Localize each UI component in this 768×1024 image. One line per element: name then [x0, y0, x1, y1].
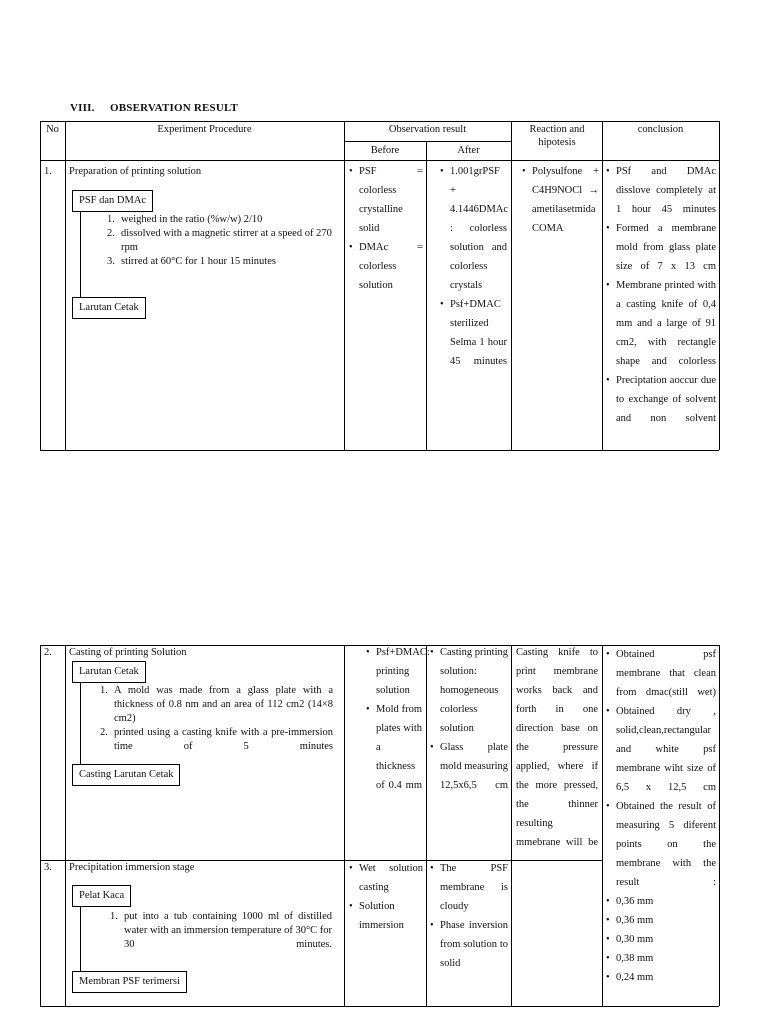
after-item: • Phase inversion from solution to solid: [430, 916, 508, 973]
procedure-title: Casting of printing Solution: [69, 647, 187, 658]
before-item: • PSF = colorless crystalline solid: [349, 162, 423, 238]
before-item: • DMAc = colorless solution: [349, 238, 423, 295]
conclusion-column: [606, 645, 716, 987]
conclusion-item: • Obtained the result of measuring 5 diferent points on the membrane with the result :: [606, 797, 716, 892]
flow-box-end: Casting Larutan Cetak: [72, 764, 180, 786]
procedure-step: 1. weighed in the ratio (%w/w) 2/10: [107, 214, 263, 225]
row-number: 3.: [44, 862, 52, 873]
section-number: VIII.: [70, 102, 95, 114]
before-item: • Wet solution casting: [349, 859, 423, 897]
flow-box-end: Larutan Cetak: [72, 297, 146, 319]
procedure-steps: [110, 910, 332, 952]
before-item: • Psf+DMAC: printing solution: [366, 643, 422, 700]
after-item: • Psf+DMAC sterilized Selma 1 hour 45 minutes: [440, 295, 507, 371]
header-observation: Observation result: [388, 124, 467, 135]
before-column: [349, 162, 423, 295]
after-column: [440, 162, 507, 371]
procedure-step: 2. dissolved with a magnetic stirrer at a speed of 270 rpm: [107, 228, 332, 253]
after-item: • Casting printing solution: homogeneous colorless solution: [430, 643, 508, 738]
header-conclusion: conclusion: [637, 124, 684, 135]
header-before: Before: [370, 145, 400, 156]
header-procedure: Experiment Procedure: [157, 124, 252, 135]
flow-box-start: PSF dan DMAc: [72, 190, 153, 212]
conclusion-item: • 0,24 mm: [606, 968, 716, 987]
conclusion-item: • 0,36 mm: [606, 911, 716, 930]
after-column: [430, 859, 508, 973]
before-column: [349, 859, 423, 935]
procedure-step: 3. stirred at 60°C for 1 hour 15 minutes: [107, 256, 276, 267]
section-title: OBSERVATION RESULT: [110, 102, 239, 114]
row-number: 2.: [44, 647, 52, 658]
procedure-title: Precipitation immersion stage: [69, 862, 195, 873]
conclusion-item: • Membrane printed with a casting knife of 0,4 mm and a large of 91 cm2, with rectangle shape and colorless: [606, 276, 716, 371]
procedure-title: Preparation of printing solution: [69, 166, 202, 177]
after-column: [430, 643, 508, 795]
row-number: 1.: [44, 166, 52, 177]
reaction-item: • Polysulfone + C4H9NOCl → ametilasetmida COMA: [522, 162, 599, 238]
header-reaction: Reaction and hipotesis: [529, 124, 585, 148]
procedure-steps: [107, 213, 337, 269]
after-item: • Glass plate mold measuring 12,5x6,5 cm: [430, 738, 508, 795]
reaction-column: [522, 162, 599, 238]
header-after: After: [457, 145, 480, 156]
conclusion-item: • Formed a membrane mold from glass plate size of 7 x 13 cm: [606, 219, 716, 276]
conclusion-item: • Obtained psf membrane that clean from dmac(still wet): [606, 645, 716, 702]
after-item: • The PSF membrane is cloudy: [430, 859, 508, 916]
before-item: • Solution immersion: [349, 897, 423, 935]
conclusion-item: • 0,36 mm: [606, 892, 716, 911]
after-item: • 1.001grPSF + 4.1446DMAc : colorless solution and colorless crystals: [440, 162, 507, 295]
conclusion-column: [606, 162, 716, 428]
conclusion-item: • Obtained dry , solid,clean,rectangular and white psf membrane wiht size of 6,5 x 12,5 cm: [606, 702, 716, 797]
header-no: No: [46, 124, 59, 135]
before-item: • Mold from plates with a thickness of 0.4 mm: [366, 700, 422, 795]
flow-box-end: Membran PSF terimersi: [72, 971, 187, 993]
before-column: [366, 643, 430, 795]
procedure-step: 1. A mold was made from a glass plate with a thickness of 0.8 nm and an area of 112 cm2 (14×8 cm2): [100, 685, 333, 724]
flow-box-start: Pelat Kaca: [72, 885, 131, 907]
conclusion-item: • 0,38 mm: [606, 949, 716, 968]
conclusion-item: • Preciptation aoccur due to exchange of solvent and non solvent: [606, 371, 716, 428]
conclusion-item: • PSf and DMAc disslove completely at 1 hour 45 minutes: [606, 162, 716, 219]
procedure-step: 2. printed using a casting knife with a pre-immersion time of 5 minutes: [100, 727, 333, 752]
conclusion-item: • 0,30 mm: [606, 930, 716, 949]
section-heading: [70, 102, 238, 114]
procedure-step: 1. put into a tub containing 1000 ml of distilled water with an immersion temperature of 30°C for 30 minutes.: [110, 911, 333, 950]
flow-box-start: Larutan Cetak: [72, 661, 146, 683]
procedure-steps: [100, 684, 333, 754]
reaction-text: Casting knife to print membrane works back and forth in one direction base on the pressure applied, where if the more pressed, the thinner resulting mmebrane will be: [516, 647, 598, 848]
